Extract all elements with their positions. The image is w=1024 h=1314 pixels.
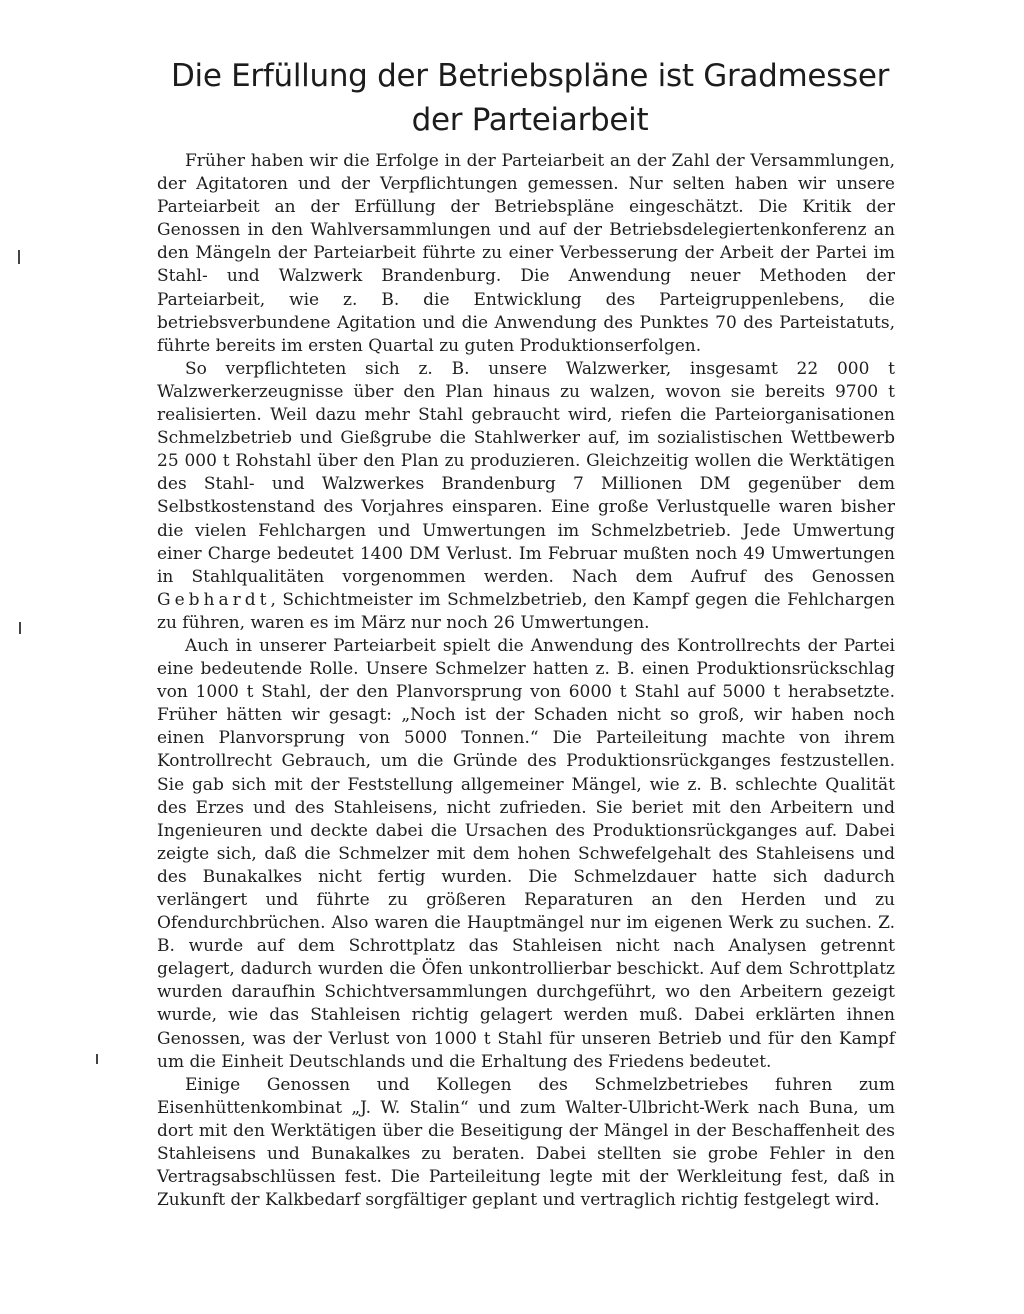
- page-title-line-2: der Parteiarbeit: [411, 102, 649, 138]
- paragraph-3: Auch in unserer Parteiarbeit spielt die Anwendung des Kontrollrechts der Partei eine bedeutende Rolle. Unsere Schmelzer hatten z. B. einen Produktionsrückschlag von 1000 t Stahl, der den Planvorsprung von 6000 t Stahl auf 5000 t herabsetzte. Früher hätten wir gesagt: „Noch ist der Schaden nicht so groß, wir haben noch einen Planvorsprung von 5000 Tonnen.“ Die Parteileitung machte von ihrem Kontrollrecht Gebrauch, um die Gründe des Produktionsrückganges festzustellen. Sie gab sich mit der Feststellung allgemeiner Mängel, wie z. B. schlechte Qualität des Erzes und des Stahleisens, nicht zufrieden. Sie beriet mit den Arbeitern und Ingenieuren und deckte dabei die Ursachen des Produktionsrückganges auf. Dabei zeigte sich, daß die Schmelzer mit dem hohen Schwefelgehalt des Stahleisens und des Bunakalkes nicht fertig wurden. Die Schmelzdauer hatte sich dadurch verlängert und führte zu größeren Reparaturen an den Herden und zu Ofendurchbrüchen. Also waren die Hauptmängel nur im eigenen Werk zu suchen. Z. B. wurde auf dem Schrottplatz das Stahleisen nicht nach Analysen getrennt gelagert, dadurch wurden die Öfen unkontrollierbar beschickt. Auf dem Schrottplatz wurden daraufhin Schichtversammlungen durchgeführt, wo den Arbeitern gezeigt wurde, wie das Stahleisen richtig gelagert werden muß. Dabei erklärten ihnen Genossen, was der Verlust von 1000 t Stahl für unseren Betrieb und für den Kampf um die Einheit Deutschlands und die Erhaltung des Friedens bedeutet.: [157, 635, 895, 1072]
- margin-mark: [19, 622, 21, 634]
- margin-mark: [18, 250, 20, 264]
- article-body: [157, 150, 895, 1212]
- paragraph-2-end: , Schichtmeister im Schmelzbetrieb, den Kampf gegen die Fehlchargen zu führen, waren es im März nur noch 26 Umwertungen.: [157, 589, 895, 633]
- paragraph-1: Früher haben wir die Erfolge in der Parteiarbeit an der Zahl der Versammlungen, der Agitatoren und der Verpflichtungen gemessen. Nur selten haben wir unsere Parteiarbeit an der Erfüllung der Betriebspläne eingeschätzt. Die Kritik der Genossen in den Wahlversammlungen und auf der Betriebsdelegiertenkonferenz an den Mängeln der Parteiarbeit führte zu einer Verbesserung der Arbeit der Partei im Stahl- und Walzwerk Brandenburg. Die Anwendung neuer Methoden der Parteiarbeit, wie z. B. die Entwicklung des Parteigruppenlebens, die betriebsverbundene Agitation und die Anwendung des Punktes 70 des Parteistatuts, führte bereits im ersten Quartal zu guten Produktionserfolgen.: [157, 151, 895, 356]
- paragraph-4: Einige Genossen und Kollegen des Schmelzbetriebes fuhren zum Eisenhüttenkombinat „J. W. Stalin“ und zum Walter-Ulbricht-Werk nach Buna, um dort mit den Werktätigen über die Beseitigung der Mängel in der Beschaffenheit des Stahleisens und Bunakalkes zu beraten. Dabei stellten sie grobe Fehler in den Vertragsabschlüssen fest. Die Parteileitung legte mit der Werkleitung fest, daß in Zukunft der Kalkbedarf sorgfältiger geplant und vertraglich richtig festgelegt wird.: [157, 1074, 895, 1211]
- paragraph-2-start: So verpflichteten sich z. B. unsere Walzwerker, insgesamt 22 000 t Walzwerkerzeugnisse über den Plan hinaus zu walzen, wovon sie bereits 9700 t realisierten. Weil dazu mehr Stahl gebraucht wird, riefen die Parteiorganisationen Schmelzbetrieb und Gießgrube die Stahlwerker auf, im sozialistischen Wettbewerb 25 000 t Rohstahl über den Plan zu produzieren. Gleichzeitig wollen die Werktätigen des Stahl- und Walzwerkes Brandenburg 7 Millionen DM gegenüber dem Selbstkostenstand des Vorjahres einsparen. Eine große Verlustquelle waren bisher die vielen Fehlchargen und Umwertungen im Schmelzbetrieb. Jede Umwertung einer Charge bedeutet 1400 DM Verlust. Im Februar mußten noch 49 Umwertungen in Stahlqualitäten vorgenommen werden. Nach dem Aufruf des Genossen: [157, 358, 895, 587]
- spaced-name: Gebhardt: [157, 589, 271, 610]
- paragraph-2: [157, 358, 895, 635]
- page-title-line-1: Die Erfüllung der Betriebspläne ist Gradmesser: [170, 58, 890, 94]
- margin-mark: [96, 1054, 98, 1064]
